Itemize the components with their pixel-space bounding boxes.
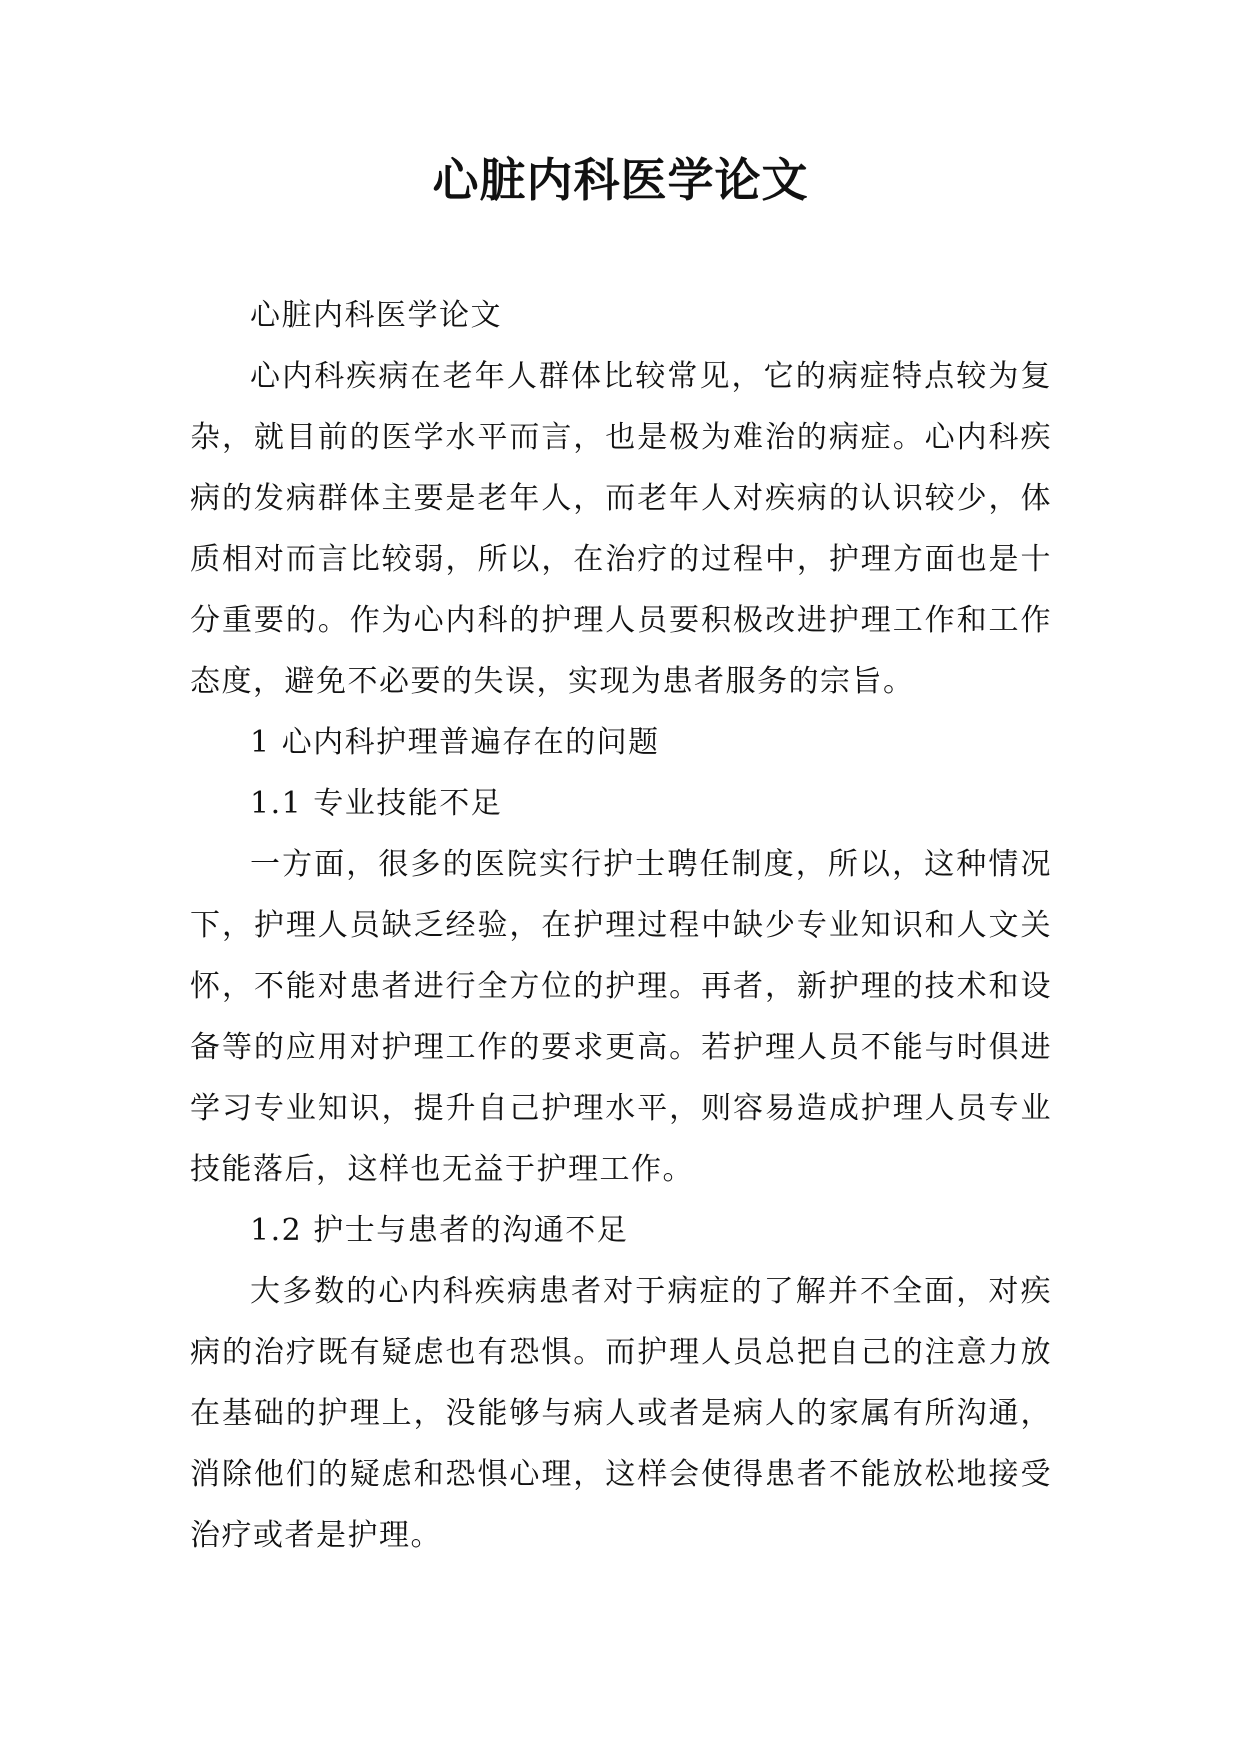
document-title: 心脏内科医学论文	[432, 153, 809, 207]
paragraph-1-1: 一方面，很多的医院实行护士聘任制度，所以，这种情况下，护理人员缺乏经验，在护理过程中缺少专业知识和人文关怀，不能对患者进行全方位的护理。再者，新护理的技术和设备等的应用对护理工作的要求更高。若护理人员不能与时俱进学习专业知识，提升自己护理水平，则容易造成护理人员专业技能落后，这样也无益于护理工作。	[190, 847, 1052, 1187]
paragraph-1-2: 大多数的心内科疾病患者对于病症的了解并不全面，对疾病的治疗既有疑虑也有恐惧。而护理人员总把自己的注意力放在基础的护理上，没能够与病人或者是病人的家属有所沟通，消除他们的疑虑和恐惧心理，这样会使得患者不能放松地接受治疗或者是护理。	[190, 1274, 1052, 1553]
paragraph-intro: 心内科疾病在老年人群体比较常见，它的病症特点较为复杂，就目前的医学水平而言，也是极为难治的病症。心内科疾病的发病群体主要是老年人，而老年人对疾病的认识较少，体质相对而言比较弱，所以，在治疗的过程中，护理方面也是十分重要的。作为心内科的护理人员要积极改进护理工作和工作态度，避免不必要的失误，实现为患者服务的宗旨。	[190, 359, 1052, 699]
document-body	[190, 285, 1052, 1566]
subsection-heading-1-1: 1.1 专业技能不足	[250, 786, 503, 821]
paragraph-subtitle: 心脏内科医学论文	[250, 298, 502, 333]
subsection-heading-1-2: 1.2 护士与患者的沟通不足	[250, 1213, 629, 1248]
section-heading-1: 1 心内科护理普遍存在的问题	[250, 725, 660, 760]
